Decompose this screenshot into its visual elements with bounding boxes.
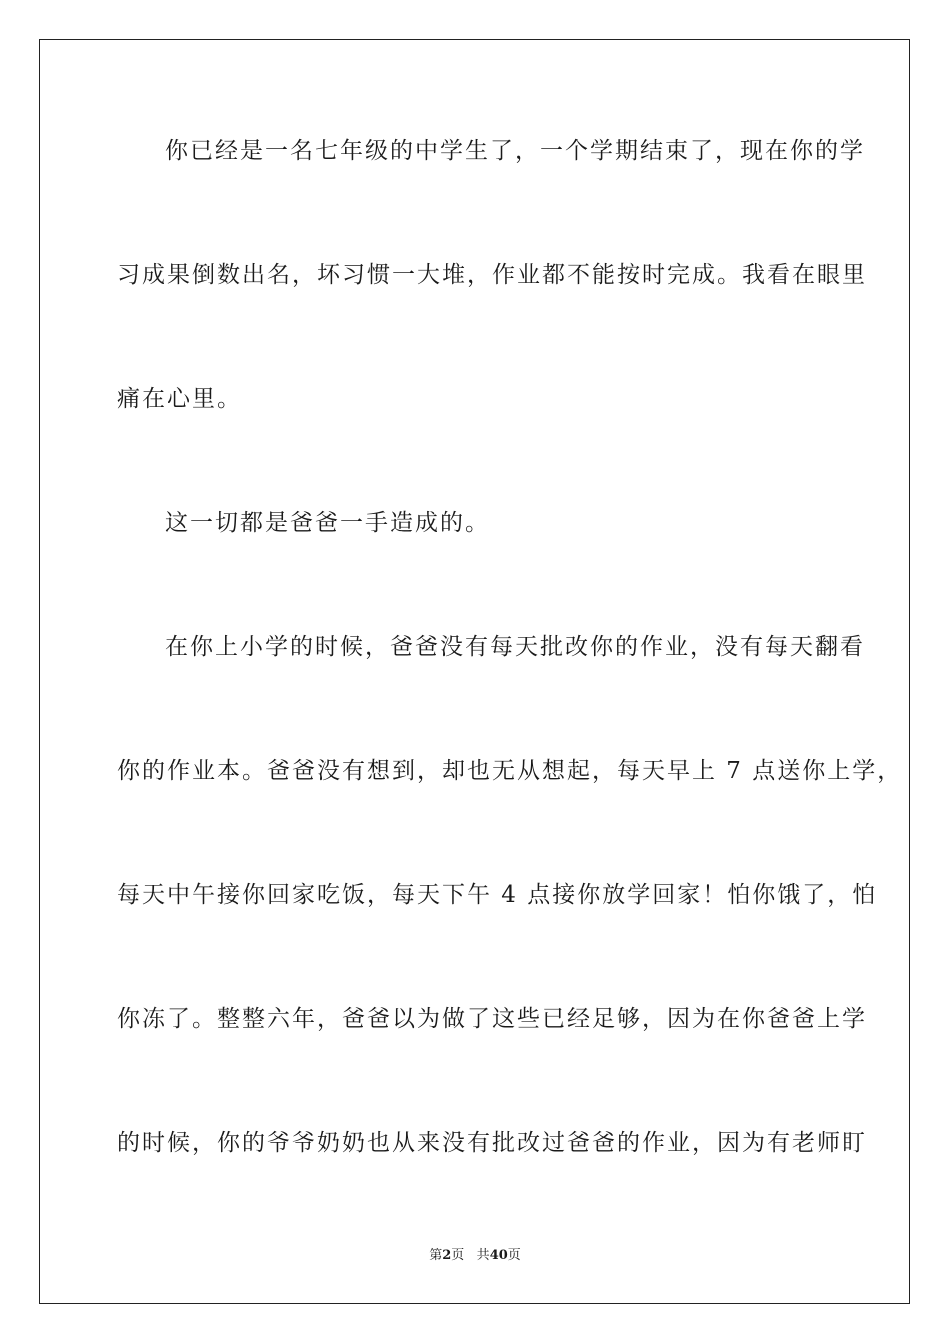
total-pages: 40: [489, 1248, 508, 1263]
paragraph-line: 在你上小学的时候，爸爸没有每天批改你的作业，没有每天翻看: [165, 634, 865, 660]
paragraph-line: 的时候，你的爷爷奶奶也从来没有批改过爸爸的作业，因为有老师盯: [117, 1130, 867, 1156]
page-label-prefix: 第: [429, 1248, 443, 1263]
total-label-prefix: 共: [476, 1248, 490, 1263]
page-footer: [0, 1247, 950, 1265]
paragraph-line: 每天中午接你回家吃饭，每天下午 4 点接你放学回家！怕你饿了，怕: [117, 882, 878, 908]
page-number: 2: [442, 1248, 452, 1263]
page-label-suffix: 页: [451, 1248, 465, 1263]
paragraph-line: 这一切都是爸爸一手造成的。: [165, 510, 490, 536]
paragraph-line: 你冻了。整整六年，爸爸以为做了这些已经足够，因为在你爸爸上学: [117, 1006, 867, 1032]
paragraph-line: 你已经是一名七年级的中学生了，一个学期结束了，现在你的学: [165, 138, 865, 164]
page-border: [39, 39, 910, 1304]
paragraph-line: 痛在心里。: [117, 386, 242, 412]
paragraph-line: 你的作业本。爸爸没有想到，却也无从想起，每天早上 7 点送你上学，: [117, 758, 903, 784]
total-label-suffix: 页: [507, 1248, 521, 1263]
paragraph-line: 习成果倒数出名，坏习惯一大堆，作业都不能按时完成。我看在眼里: [117, 262, 867, 288]
